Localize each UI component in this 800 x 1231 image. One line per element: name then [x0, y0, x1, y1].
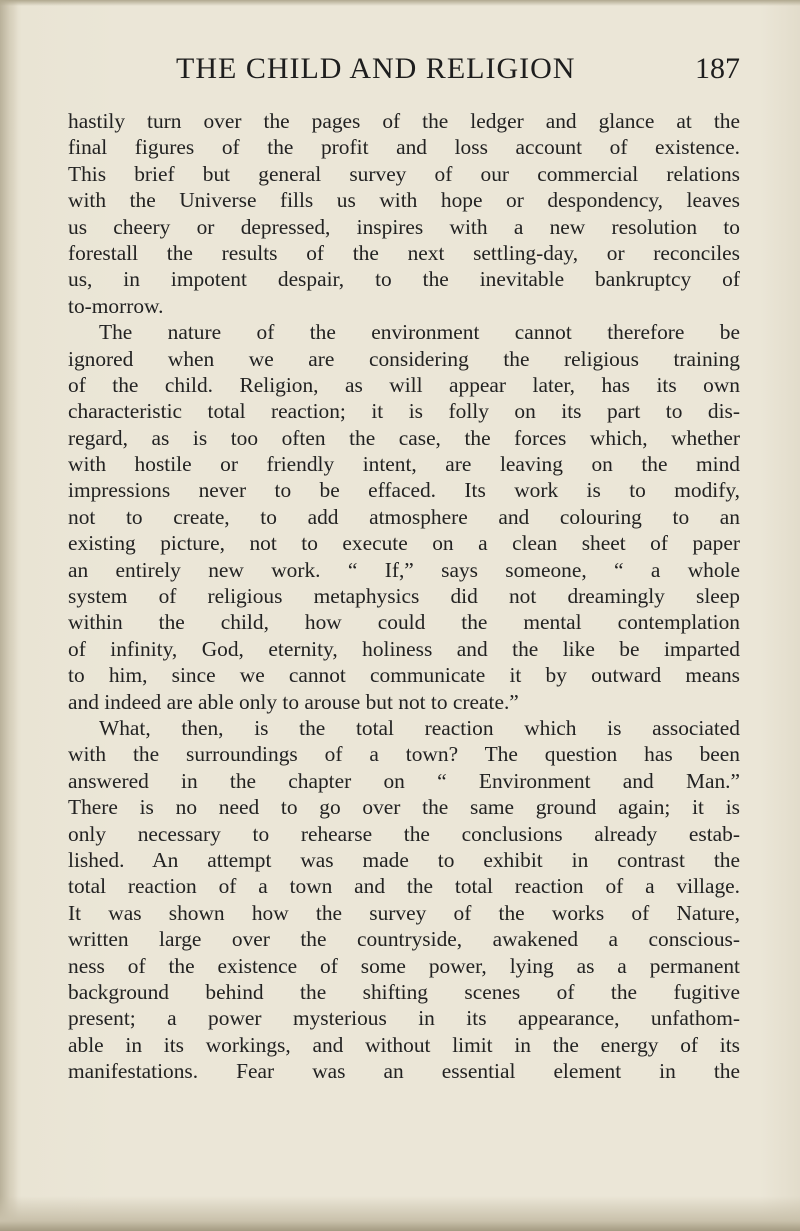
page-header [176, 52, 740, 92]
text-line: ignored when we are considering the religious training [68, 346, 740, 371]
text-line: present; a power mysterious in its appearance, unfathom- [68, 1006, 740, 1031]
text-line: hastily turn over the pages of the ledger and glance at the [68, 109, 740, 133]
text-line: regard, as is too often the case, the forces which, whether [68, 425, 740, 450]
binding-gutter-shadow [0, 0, 18, 1231]
page-bottom-edge [0, 1196, 800, 1231]
text-line: able in its workings, and without limit in the energy of its [68, 1032, 740, 1057]
text-line: This brief but general survey of our commercial relations [68, 161, 740, 186]
text-line: manifestations. Fear was an essential element in the [68, 1059, 740, 1084]
text-line: answered in the chapter on “ Environment and Man.” [68, 768, 740, 793]
text-line: There is no need to go over the same ground again; it is [68, 795, 740, 820]
text-line: and indeed are able only to arouse but not to create.” [68, 689, 519, 714]
text-line: with the Universe fills us with hope or despondency, leaves [68, 188, 740, 213]
text-line: us, in impotent despair, to the inevitable bankruptcy of [68, 267, 740, 292]
text-line: to-morrow. [68, 293, 164, 318]
text-line: written large over the countryside, awakened a conscious- [68, 927, 740, 952]
text-line: total reaction of a town and the total reaction of a village. [68, 874, 740, 899]
text-line: an entirely new work. “ If,” says someone, “ a whole [68, 557, 740, 582]
paragraph-start-line: What, then, is the total reaction which is associated [99, 715, 740, 740]
text-line: to him, since we cannot communicate it by outward means [68, 663, 740, 688]
text-line: not to create, to add atmosphere and colouring to an [68, 504, 740, 529]
page-number: 187 [695, 52, 740, 85]
text-line: with hostile or friendly intent, are leaving on the mind [68, 452, 740, 477]
text-line: background behind the shifting scenes of the fugitive [68, 979, 740, 1004]
text-line: forestall the results of the next settling-day, or reconciles [68, 240, 740, 265]
text-line: system of religious metaphysics did not dreamingly sleep [68, 584, 740, 609]
text-line: impressions never to be effaced. Its work is to modify, [68, 478, 740, 503]
text-line: of infinity, God, eternity, holiness and the like be imparted [68, 636, 740, 661]
paragraph-start-line: The nature of the environment cannot therefore be [99, 320, 740, 345]
text-line: of the child. Religion, as will appear later, has its own [68, 372, 740, 397]
text-line: final figures of the profit and loss account of existence. [68, 135, 740, 160]
text-line: with the surroundings of a town? The question has been [68, 742, 740, 767]
text-line: only necessary to rehearse the conclusions already estab- [68, 821, 740, 846]
text-line: ness of the existence of some power, lying as a permanent [68, 953, 740, 978]
text-line: us cheery or depressed, inspires with a new resolution to [68, 214, 740, 239]
page-top-edge [0, 0, 800, 6]
text-line: lished. An attempt was made to exhibit in contrast the [68, 847, 740, 872]
text-line: within the child, how could the mental contemplation [68, 610, 740, 635]
body-text [68, 108, 740, 1084]
running-title: THE CHILD AND RELIGION [176, 52, 576, 85]
text-line: existing picture, not to execute on a clean sheet of paper [68, 531, 740, 556]
text-line: It was shown how the survey of the works of Nature, [68, 900, 740, 925]
text-line: characteristic total reaction; it is folly on its part to dis- [68, 399, 740, 424]
